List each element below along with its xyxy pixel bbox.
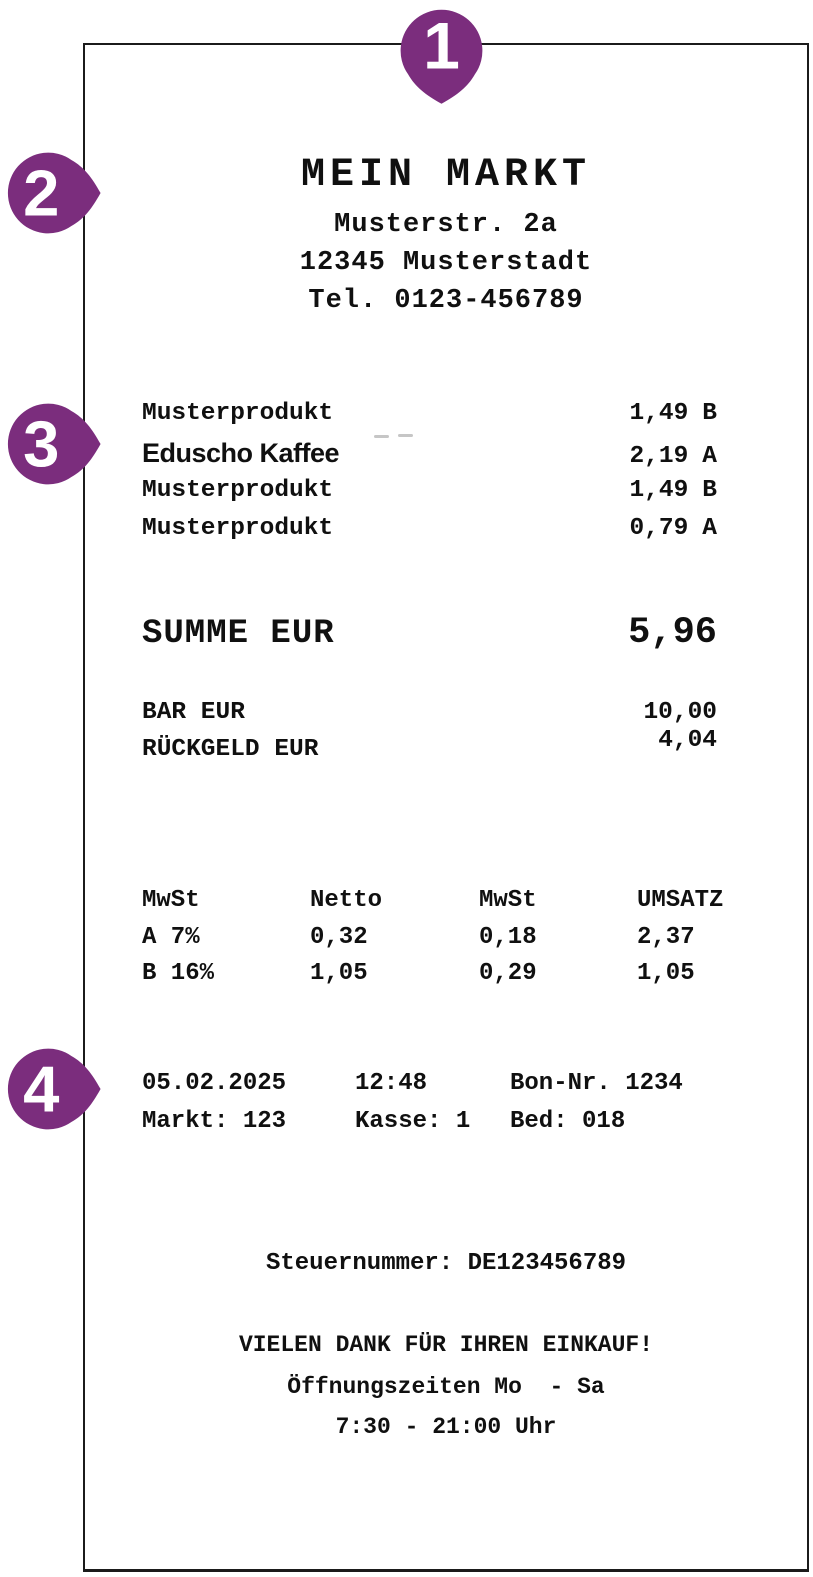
- tax-cell: 1,05: [637, 960, 695, 987]
- item-tax-class: B: [702, 400, 717, 427]
- payment-cash-row: [142, 699, 717, 726]
- item-price: [629, 443, 717, 470]
- item-price: [629, 477, 717, 504]
- tax-table-row: [142, 924, 807, 954]
- item-amount: 2,19: [629, 443, 689, 470]
- pin-down-icon: [398, 2, 485, 108]
- tax-col-header: MwSt: [479, 887, 537, 914]
- callout-pin-4: [1, 1041, 104, 1137]
- tax-col-header: Netto: [310, 887, 383, 914]
- payment-label: RÜCKGELD EUR: [142, 736, 319, 763]
- item-price: [629, 400, 717, 427]
- pin-right-icon: [1, 1041, 104, 1137]
- receipt-item-row-highlighted: [142, 438, 717, 470]
- total-amount: 5,96: [628, 612, 717, 654]
- opening-days-line: Öffnungszeiten Mo - Sa: [287, 1374, 605, 1400]
- total-row: [142, 612, 717, 654]
- callout-pin-2: [1, 145, 104, 241]
- total-label: SUMME EUR: [142, 615, 335, 653]
- transaction-meta-row: [142, 1070, 807, 1100]
- opening-hours-line: 7:30 - 21:00 Uhr: [335, 1414, 557, 1440]
- store-address-city: 12345 Musterstadt: [299, 248, 593, 278]
- callout-pin-1: [398, 2, 485, 108]
- item-name: Musterprodukt: [142, 477, 334, 504]
- payment-amount: 10,00: [643, 699, 717, 726]
- payment-amount: 4,04: [658, 727, 717, 754]
- tax-cell: 0,32: [310, 924, 368, 951]
- receipt-date: 05.02.2025: [142, 1070, 287, 1097]
- market-number: Markt: 123: [142, 1108, 287, 1135]
- transaction-meta-row: [142, 1108, 807, 1138]
- pin-number: 4: [23, 1052, 60, 1126]
- tax-number: Steuernummer: DE123456789: [265, 1250, 627, 1277]
- clerk-number: Bed: 018: [510, 1108, 626, 1135]
- item-tax-class: B: [702, 477, 717, 504]
- payment-change-row: [142, 727, 717, 763]
- tax-cell: 2,37: [637, 924, 695, 951]
- item-tax-class: A: [702, 443, 717, 470]
- tax-table-header: [142, 887, 807, 917]
- receipt-item-row: [142, 477, 717, 504]
- tax-col-header: UMSATZ: [637, 887, 724, 914]
- store-phone: Tel. 0123-456789: [308, 286, 584, 316]
- item-name: Eduscho Kaffee: [142, 438, 340, 468]
- pin-number: 1: [423, 9, 460, 84]
- item-price: [629, 515, 717, 542]
- pin-number: 3: [23, 407, 60, 481]
- scan-artifact: [398, 434, 413, 437]
- receipt-item-row: [142, 515, 717, 542]
- tax-col-header: MwSt: [142, 887, 200, 914]
- tax-cell: A 7%: [142, 924, 200, 951]
- receipt-item-row: [142, 400, 717, 427]
- callout-pin-3: [1, 396, 104, 492]
- tax-cell: 1,05: [310, 960, 368, 987]
- item-name: Musterprodukt: [142, 400, 334, 427]
- tax-cell: 0,18: [479, 924, 537, 951]
- store-address-street: Musterstr. 2a: [334, 210, 558, 240]
- item-name: Musterprodukt: [142, 515, 334, 542]
- pin-right-icon: [1, 396, 104, 492]
- pin-number: 2: [23, 156, 60, 230]
- item-amount: 1,49: [629, 400, 689, 427]
- tax-cell: 0,29: [479, 960, 537, 987]
- receipt-number: Bon-Nr. 1234: [510, 1070, 683, 1097]
- register-number: Kasse: 1: [355, 1108, 471, 1135]
- item-amount: 0,79: [629, 515, 689, 542]
- receipt-time: 12:48: [355, 1070, 428, 1097]
- store-name: MEIN MARKT: [300, 153, 592, 198]
- receipt-paper: [83, 43, 809, 1572]
- payment-label: BAR EUR: [142, 699, 245, 726]
- pin-right-icon: [1, 145, 104, 241]
- item-tax-class: A: [702, 515, 717, 542]
- scan-artifact: [374, 435, 389, 438]
- tax-cell: B 16%: [142, 960, 215, 987]
- item-amount: 1,49: [629, 477, 689, 504]
- thank-you-line: VIELEN DANK FÜR IHREN EINKAUF!: [238, 1332, 654, 1358]
- tax-table-row: [142, 960, 807, 990]
